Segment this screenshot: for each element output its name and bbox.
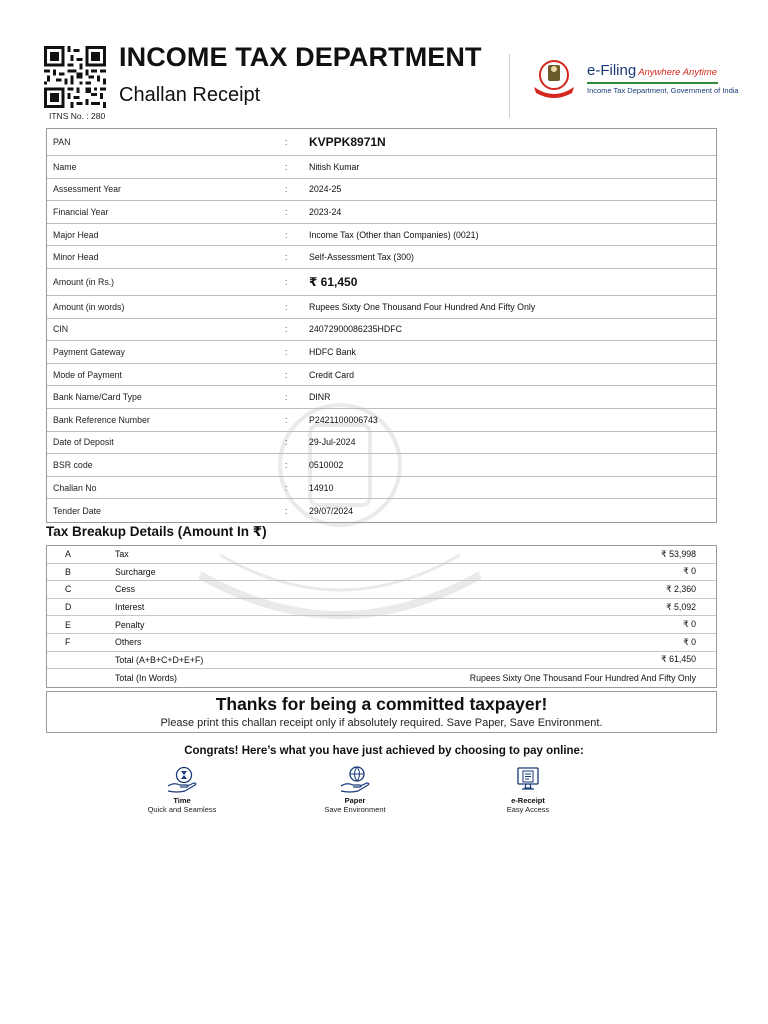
- challan-details-table: [46, 128, 717, 523]
- detail-label: PAN: [53, 137, 71, 147]
- benefit-time-name: Time: [173, 796, 191, 805]
- breakup-amount: ₹ 0: [683, 566, 696, 577]
- detail-colon: :: [285, 505, 288, 516]
- breakup-row: [47, 616, 716, 634]
- detail-colon: :: [285, 301, 288, 312]
- breakup-name: Tax: [115, 549, 129, 560]
- breakup-row: [47, 546, 716, 564]
- detail-colon: :: [285, 276, 288, 287]
- detail-row: [47, 364, 716, 387]
- detail-row: [47, 129, 716, 156]
- breakup-name: Surcharge: [115, 566, 156, 577]
- header-divider: [509, 54, 510, 118]
- detail-row: [47, 296, 716, 319]
- breakup-row: [47, 669, 716, 687]
- breakup-name: Total (A+B+C+D+E+F): [115, 654, 204, 665]
- detail-value: Credit Card: [309, 369, 354, 380]
- breakup-amount: Rupees Sixty One Thousand Four Hundred And Fifty Only: [469, 672, 696, 683]
- benefit-ereceipt: [473, 766, 583, 814]
- detail-row: [47, 409, 716, 432]
- detail-value: 14910: [309, 482, 334, 493]
- detail-colon: :: [285, 392, 288, 403]
- detail-value: HDFC Bank: [309, 346, 356, 357]
- detail-label: CIN: [53, 324, 69, 335]
- detail-value: KVPPK8971N: [309, 135, 386, 149]
- qr-code-icon: [44, 46, 106, 108]
- detail-value: Rupees Sixty One Thousand Four Hundred And Fifty Only: [309, 301, 536, 312]
- detail-label: Payment Gateway: [53, 346, 125, 357]
- detail-label: Tender Date: [53, 505, 101, 516]
- hourglass-hand-icon: [165, 766, 199, 794]
- detail-colon: :: [285, 206, 288, 217]
- detail-value: Self-Assessment Tax (300): [309, 252, 414, 263]
- breakup-row: [47, 634, 716, 652]
- detail-value: 29/07/2024: [309, 505, 354, 516]
- breakup-name: Interest: [115, 602, 145, 613]
- efiling-brand: [587, 62, 717, 79]
- breakup-code: C: [65, 584, 72, 595]
- detail-row: [47, 246, 716, 269]
- efiling-subtitle: Income Tax Department, Government of India: [587, 86, 739, 95]
- breakup-amount: ₹ 5,092: [665, 601, 696, 612]
- itns-number: ITNS No. : 280: [49, 111, 106, 121]
- detail-value: P2421100006743: [309, 414, 378, 425]
- benefit-time: [127, 766, 237, 814]
- breakup-amount: ₹ 0: [683, 619, 696, 630]
- efiling-underline: [587, 82, 718, 84]
- detail-colon: :: [285, 252, 288, 263]
- detail-row: [47, 386, 716, 409]
- detail-row: [47, 432, 716, 455]
- detail-colon: :: [285, 324, 288, 335]
- detail-label: Amount (in words): [53, 301, 125, 312]
- breakup-name: Cess: [115, 584, 136, 595]
- detail-row: [47, 156, 716, 179]
- thanks-title: Thanks for being a committed taxpayer!: [215, 694, 548, 714]
- detail-label: Challan No: [53, 482, 97, 493]
- detail-row: [47, 454, 716, 477]
- detail-row: [47, 201, 716, 224]
- breakup-name: Penalty: [115, 619, 145, 630]
- breakup-code: B: [65, 566, 71, 577]
- breakup-row: [47, 581, 716, 599]
- congrats-title: Congrats! Here’s what you have just achieved by choosing to pay online:: [184, 745, 584, 757]
- detail-row: [47, 179, 716, 202]
- benefit-paper-name: Paper: [344, 796, 366, 805]
- document-screen-icon: [511, 766, 545, 794]
- breakup-amount: ₹ 53,998: [661, 548, 696, 559]
- benefit-time-desc: Quick and Seamless: [147, 805, 217, 814]
- detail-label: Minor Head: [53, 252, 99, 263]
- detail-row: [47, 341, 716, 364]
- detail-value: Income Tax (Other than Companies) (0021): [309, 229, 479, 240]
- detail-colon: :: [285, 437, 288, 448]
- detail-value: Nitish Kumar: [309, 161, 360, 172]
- detail-label: Date of Deposit: [53, 437, 114, 448]
- benefit-ereceipt-name: e-Receipt: [511, 796, 545, 805]
- breakup-row: [47, 599, 716, 617]
- detail-value: DINR: [309, 392, 331, 403]
- detail-value: 29-Jul-2024: [309, 437, 356, 448]
- breakup-row: [47, 564, 716, 582]
- benefit-ereceipt-desc: Easy Access: [506, 805, 550, 814]
- detail-label: Bank Name/Card Type: [53, 392, 142, 403]
- detail-colon: :: [285, 414, 288, 425]
- detail-value: 2024-25: [309, 184, 342, 195]
- globe-hand-icon: [338, 766, 372, 794]
- breakup-code: D: [65, 602, 72, 613]
- tax-breakup-table: [46, 545, 717, 688]
- breakup-code: E: [65, 619, 71, 630]
- detail-colon: :: [285, 459, 288, 470]
- detail-label: Bank Reference Number: [53, 414, 150, 425]
- benefit-paper-desc: Save Environment: [324, 805, 386, 814]
- detail-value: 24072900086235HDFC: [309, 324, 402, 335]
- detail-label: Amount (in Rs.): [53, 276, 115, 287]
- detail-label: BSR code: [53, 459, 93, 470]
- breakup-code: F: [65, 637, 71, 648]
- breakup-row: [47, 652, 716, 670]
- receipt-header: [0, 0, 768, 128]
- breakup-name: Total (In Words): [115, 672, 177, 683]
- efiling-brand-name: e-Filing: [587, 62, 637, 79]
- breakup-name: Others: [115, 637, 142, 648]
- detail-label: Assessment Year: [53, 184, 121, 195]
- detail-value: ₹ 61,450: [309, 274, 358, 289]
- benefit-paper: [300, 766, 410, 814]
- thanks-box: [46, 691, 717, 733]
- receipt-title: Challan Receipt: [119, 84, 261, 106]
- breakup-amount: ₹ 0: [683, 636, 696, 647]
- breakup-code: A: [65, 549, 71, 560]
- detail-colon: :: [285, 346, 288, 357]
- detail-row: [47, 319, 716, 342]
- detail-label: Mode of Payment: [53, 369, 122, 380]
- detail-colon: :: [285, 369, 288, 380]
- detail-colon: :: [285, 137, 288, 147]
- detail-row: [47, 224, 716, 247]
- detail-label: Name: [53, 161, 77, 172]
- breakup-amount: ₹ 61,450: [661, 654, 696, 665]
- detail-colon: :: [285, 482, 288, 493]
- detail-colon: :: [285, 184, 288, 195]
- department-title: INCOME TAX DEPARTMENT: [119, 42, 482, 72]
- detail-value: 0510002: [309, 459, 344, 470]
- efiling-tagline: Anywhere Anytime: [638, 67, 718, 78]
- thanks-subtitle: Please print this challan receipt only if absolutely required. Save Paper, Save Environment.: [160, 717, 603, 729]
- detail-row: [47, 477, 716, 500]
- breakup-amount: ₹ 2,360: [665, 583, 696, 594]
- detail-colon: :: [285, 229, 288, 240]
- detail-row: [47, 499, 716, 522]
- detail-colon: :: [285, 161, 288, 172]
- detail-value: 2023-24: [309, 206, 342, 217]
- detail-label: Major Head: [53, 229, 99, 240]
- detail-label: Financial Year: [53, 206, 109, 217]
- detail-row: [47, 269, 716, 296]
- breakup-title: Tax Breakup Details (Amount In ₹): [46, 524, 267, 539]
